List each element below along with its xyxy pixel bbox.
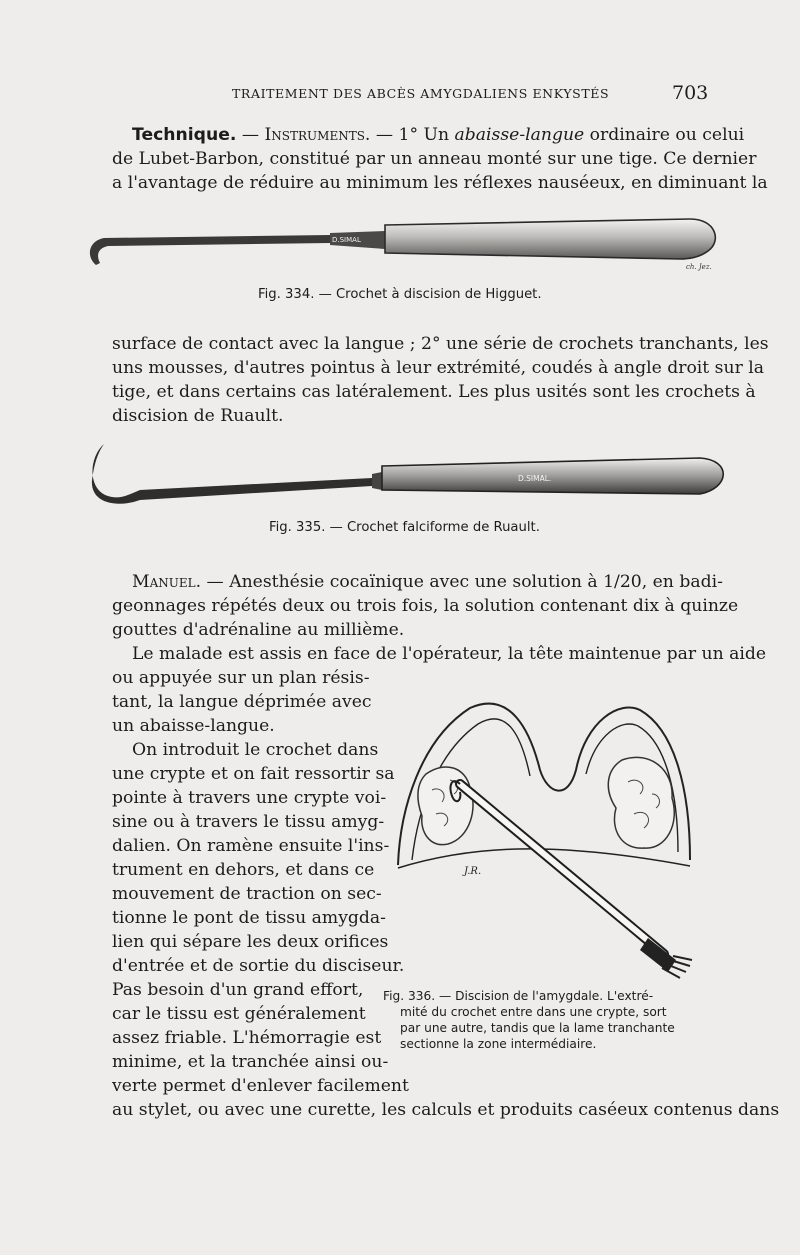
continuation-line-1: surface de contact avec la langue ; 2° une série de crochets tranchants, les [112, 334, 769, 354]
manuel-line-1-rest: — Anesthésie cocaïnique avec une solution à 1/20, en badi- [201, 572, 723, 592]
continuation-line-2: uns mousses, d'autres pointus à leur extrémité, coudés à angle droit sur la [112, 358, 764, 378]
introduit-line-8: tionne le pont de tissu amygda- [112, 908, 386, 928]
malade-line-1: Le malade est assis en face de l'opérateur, la tête maintenue par un aide [132, 644, 767, 664]
caption-336-line-3: par une autre, tandis que la lame tranchante [400, 1021, 675, 1035]
introduit-line-9: lien qui sépare les deux orifices [112, 932, 389, 952]
stamp-335: D.SIMAL. [518, 474, 552, 483]
caption-336-line-2: mité du crochet entre dans une crypte, sort [400, 1005, 667, 1019]
technique-line-1-rest: ordinaire ou celui [584, 125, 745, 145]
manuel-label: Manuel. [132, 572, 202, 592]
abaisse-langue-term: abaisse-langue [454, 125, 585, 145]
artist-mark-336: J.R. [464, 866, 482, 877]
introduit-line-3: pointe à travers une crypte voi- [112, 788, 387, 808]
manuel-line-2: geonnages répétés deux ou trois fois, la solution contenant dix à quinze [112, 596, 739, 616]
introduit-line-12: car le tissu est généralement [112, 1004, 366, 1024]
introduit-line-2: une crypte et on fait ressortir sa [112, 764, 395, 784]
introduit-line-10: d'entrée et de sortie du disciseur. [112, 956, 405, 976]
manuel-line-3: gouttes d'adrénaline au millième. [112, 620, 405, 640]
technique-dash-1: — [236, 125, 265, 145]
figure-336-caption [383, 988, 675, 1052]
figure-335-illustration [0, 438, 800, 518]
introduit-line-5: dalien. On ramène ensuite l'ins- [112, 836, 390, 856]
continuation-line-4: discision de Ruault. [112, 406, 284, 426]
manuel-line-1 [132, 571, 723, 594]
introduit-line-4: sine ou à travers le tissu amyg- [112, 812, 385, 832]
technique-dash-2: — 1° Un [370, 125, 455, 145]
introduit-line-7: mouvement de traction on sec- [112, 884, 382, 904]
figure-336-illustration [390, 690, 710, 980]
figure-334-illustration [0, 205, 800, 295]
caption-336-line-4: sectionne la zone intermédiaire. [400, 1037, 597, 1051]
introduit-line-15: verte permet d'enlever facilement [112, 1076, 409, 1096]
page-number: 703 [672, 82, 709, 104]
left-tonsil-icon [418, 767, 473, 845]
right-tonsil-icon [608, 757, 674, 848]
artist-mark-334: ch. Jez. [686, 263, 712, 271]
malade-line-3: tant, la langue déprimée avec [112, 692, 372, 712]
introduit-line-11: Pas besoin d'un grand effort, [112, 980, 364, 1000]
figure-335-caption: Fig. 335. — Crochet falciforme de Ruault. [269, 520, 540, 535]
instruments-label: Instruments. [264, 125, 371, 145]
hook-tip-icon [90, 235, 330, 265]
malade-line-2: ou appuyée sur un plan résis- [112, 668, 370, 688]
technique-line-1 [132, 124, 744, 147]
caption-336-line-1: Fig. 336. — Discision de l'amygdale. L'extré- [383, 989, 654, 1003]
malade-line-4: un abaisse-langue. [112, 716, 275, 736]
technique-line-2: de Lubet-Barbon, constitué par un anneau monté sur une tige. Ce dernier [112, 149, 757, 169]
technique-heading: Technique. [132, 125, 237, 145]
continuation-line-3: tige, et dans certains cas latéralement. Les plus usités sont les crochets à [112, 382, 756, 402]
stamp-334: D.SIMAL [332, 236, 361, 244]
figure-334-caption: Fig. 334. — Crochet à discision de Higguet. [258, 287, 542, 302]
running-header: TRAITEMENT DES ABCÈS AMYGDALIENS ENKYSTÉS [232, 86, 610, 101]
technique-line-3: a l'avantage de réduire au minimum les réflexes nauséeux, en diminuant la [112, 173, 768, 193]
introduit-line-1: On introduit le crochet dans [132, 740, 379, 760]
introduit-line-16: au stylet, ou avec une curette, les calculs et produits caséeux contenus dans [112, 1100, 780, 1120]
introduit-line-14: minime, et la tranchée ainsi ou- [112, 1052, 389, 1072]
introduit-line-6: trument en dehors, et dans ce [112, 860, 375, 880]
introduit-line-13: assez friable. L'hémorragie est [112, 1028, 382, 1048]
falciform-hook-icon [92, 444, 372, 504]
